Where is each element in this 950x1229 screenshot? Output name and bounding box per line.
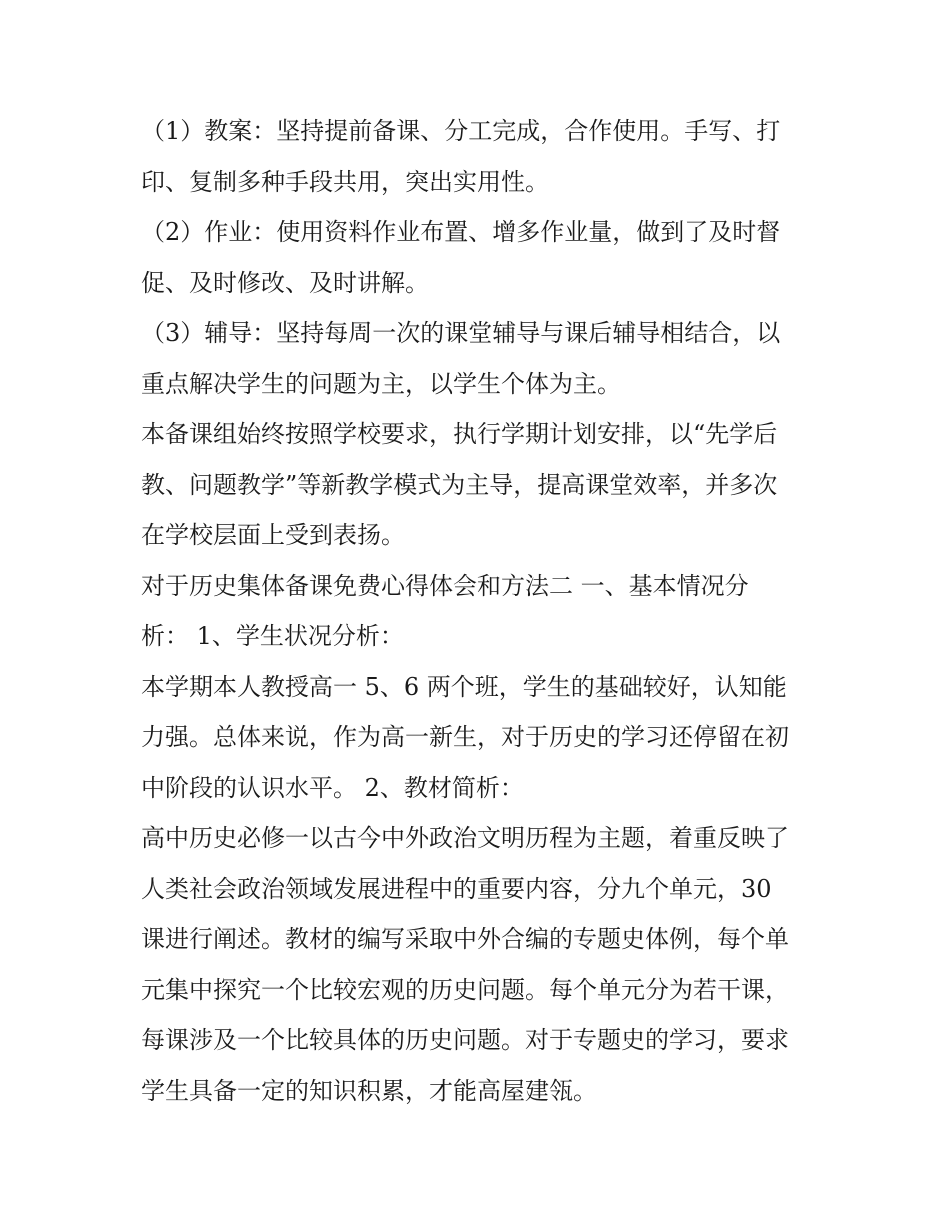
text-line: 中阶段的认识水平。 2、教材简析： [141,773,524,802]
text-line: 力强。总体来说，作为高一新生，对于历史的学习还停留在初 [141,723,789,751]
text-line: 教、问题教学”等新教学模式为主导，提高课堂效率，并多次 [141,470,778,499]
text-line: 印、复制多种手段共用，突出实用性。 [141,167,549,196]
text-line: 元集中探究一个比较宏观的历史问题。每个单元分为若干课， [141,975,789,1004]
text-line: 高中历史必修一以古今中外政治文明历程为主题，着重反映了 [141,824,789,852]
text-line: 人类社会政治领域发展进程中的重要内容，分九个单元，30 [141,874,772,903]
text-line: 重点解决学生的问题为主，以学生个体为主。 [141,369,621,398]
text-line: 课进行阐述。教材的编写采取中外合编的专题史体例，每个单 [141,925,789,953]
text-line: （3）辅导：坚持每周一次的课堂辅导与课后辅导相结合，以 [141,319,781,347]
text-line: 在学校层面上受到表扬。 [141,521,405,549]
text-line: 对于历史集体备课免费心得体会和方法二 一、基本情况分 [141,571,749,600]
text-line: 学生具备一定的知识积累，才能高屋建瓴。 [141,1076,597,1105]
text-line: 本备课组始终按照学校要求，执行学期计划安排，以“先学后 [141,420,778,448]
text-line: 本学期本人教授高一 5、6 两个班，学生的基础较好，认知能 [141,672,787,701]
document-body [141,106,831,1116]
text-line: 促、及时修改、及时讲解。 [141,268,429,297]
text-line: （2）作业：使用资料作业布置、增多作业量，做到了及时督 [141,218,781,246]
text-line: 析： 1、学生状况分析： [141,622,404,650]
text-line: 每课涉及一个比较具体的历史问题。对于专题史的学习，要求 [141,1026,789,1054]
text-line: （1）教案：坚持提前备课、分工完成，合作使用。手写、打 [141,117,781,145]
